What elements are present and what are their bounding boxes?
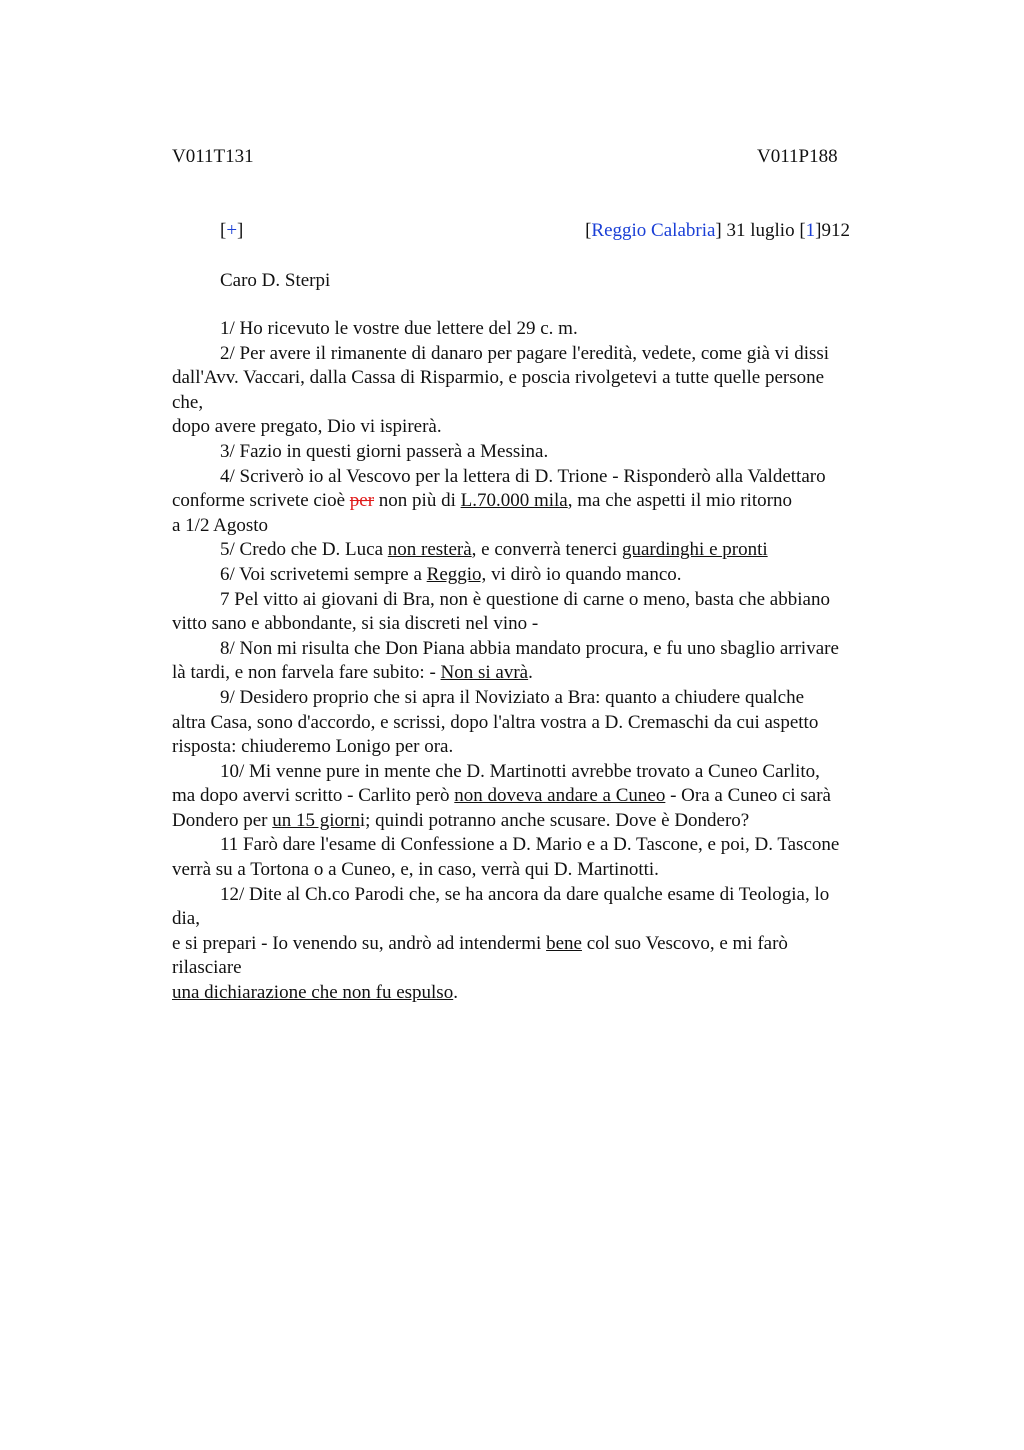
cross-link[interactable]: +	[226, 220, 238, 241]
paragraph-9: 9/ Desidero proprio che si apra il Noviziato a Bra: quanto a chiudere qualche altra Casa, sono d'accordo, e scrissi, dopo l'altra vostra a D. Cremaschi da cui aspetto risposta: chiuderemo Lonigo per ora.	[172, 686, 819, 758]
paragraph-11: 11 Farò dare l'esame di Confessione a D. Mario e a D. Tascone, e poi, D. Tascone verrà su a Tortona o a Cuneo, e, in caso, verrà qui D. Martinotti.	[172, 834, 840, 881]
underlined-text: non resterà	[387, 539, 472, 561]
document-code-left: V011T131	[172, 146, 254, 167]
letter-body	[172, 317, 907, 1006]
place-link[interactable]: Reggio Calabria	[591, 220, 716, 241]
paragraph-4: 4/ Scriverò io al Vescovo per la lettera di D. Trione - Risponderò alla Valdettaro conforme scrivete cioè per non più di L.70.000 mila, ma che aspetti il mio ritorno a 1/2 Agosto	[172, 465, 826, 536]
underlined-text: non doveva andare a Cuneo	[454, 785, 666, 807]
underlined-text: un 15 giorn	[272, 809, 360, 831]
paragraph-12-end: una dichiarazione che non fu espulso.	[172, 982, 458, 1004]
year-digit-link[interactable]: 1	[805, 220, 816, 241]
paragraph-10: 10/ Mi venne pure in mente che D. Martinotti avrebbe trovato a Cuneo Carlito, ma dopo avervi scritto - Carlito però non doveva andare a Cuneo - Ora a Cuneo ci sarà Dondero per un 15 giorni; quindi potranno anche scusare. Dove è Dondero?	[172, 760, 831, 831]
document-code-right: V011P188	[757, 146, 838, 167]
paragraph-12: 12/ Dite al Ch.co Parodi che, se ha ancora da dare qualche esame di Teologia, lo dia,	[172, 883, 830, 930]
paragraph-8: 8/ Non mi risulta che Don Piana abbia mandato procura, e fu uno sbaglio arrivare là tardi, e non farvela fare subito: - Non si avrà.	[172, 637, 839, 684]
paragraph-6: 6/ Voi scrivetemi sempre a Reggio, vi dirò io quando manco.	[220, 563, 682, 585]
place-date: [Reggio Calabria] 31 luglio [1]912	[585, 220, 850, 241]
paragraph-1: 1/ Ho ricevuto le vostre due lettere del 29 c. m.	[220, 318, 578, 339]
underlined-text: Non si avrà	[440, 662, 529, 684]
paragraph-2-cont: dopo avere pregato, Dio vi ispirerà.	[172, 416, 442, 438]
underlined-text: una dichiarazione che non fu espulso	[172, 982, 454, 1004]
underlined-text: Reggio,	[426, 563, 487, 585]
underlined-amount: L.70.000 mila	[460, 490, 568, 512]
greeting: Caro D. Sterpi	[220, 270, 331, 291]
paragraph-2: 2/ Per avere il rimanente di danaro per pagare l'eredità, vedete, come già vi dissi dall'Avv. Vaccari, dalla Cassa di Risparmio, e poscia rivolgetevi a tutte quelle persone che,	[172, 342, 830, 413]
cross-mark: [+]	[220, 220, 244, 241]
paragraph-12-cont: e si prepari - Io venendo su, andrò ad intendermi bene col suo Vescovo, e mi farò rilasciare	[172, 932, 788, 979]
deleted-word: per	[349, 490, 375, 512]
paragraph-7: 7 Pel vitto ai giovani di Bra, non è questione di carne o meno, basta che abbiano vitto sano e abbondante, si sia discreti nel vino -	[172, 588, 830, 635]
underlined-text: guardinghi e pronti	[622, 539, 768, 561]
paragraph-3: 3/ Fazio in questi giorni passerà a Messina.	[220, 440, 549, 462]
underlined-text: bene	[546, 932, 582, 954]
paragraph-5: 5/ Credo che D. Luca non resterà, e converrà tenerci guardinghi e pronti	[220, 539, 768, 561]
letter-meta	[220, 220, 850, 246]
